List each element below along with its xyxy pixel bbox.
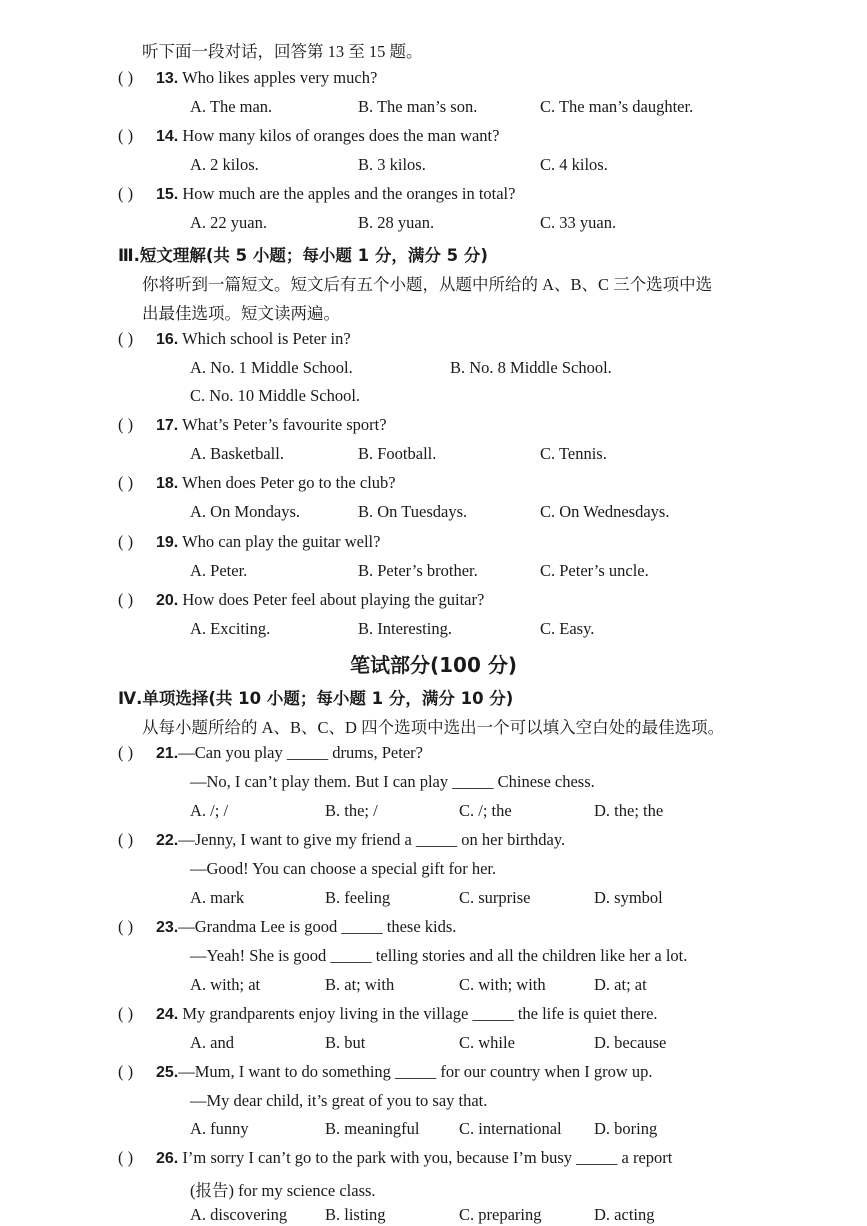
question-text-line2: —Good! You can choose a special gift for her.: [190, 859, 497, 878]
answer-blank[interactable]: ( ): [118, 590, 134, 609]
question-13: [118, 68, 377, 88]
option-a: A. with; at: [190, 975, 261, 994]
option-c: C. The man’s daughter.: [540, 97, 694, 116]
question-22: [118, 830, 565, 850]
option-c: C. while: [459, 1033, 515, 1052]
question-number: 22.: [156, 832, 179, 849]
question-number: 13.: [156, 70, 179, 87]
option-c: C. Tennis.: [540, 444, 607, 463]
option-a: A. Exciting.: [190, 619, 271, 638]
answer-blank[interactable]: ( ): [118, 68, 134, 87]
option-a: A. 22 yuan.: [190, 213, 267, 232]
option-a: A. No. 1 Middle School.: [190, 358, 353, 377]
option-d: D. boring: [594, 1119, 658, 1138]
option-c: C. 4 kilos.: [540, 155, 608, 174]
question-17: [118, 415, 387, 435]
question-number: 14.: [156, 128, 179, 145]
option-c: C. international: [459, 1119, 562, 1138]
question-number: 16.: [156, 331, 179, 348]
option-b: B. Peter’s brother.: [358, 561, 478, 580]
question-19: [118, 532, 380, 552]
question-text: —Jenny, I want to give my friend a _____ on her birthday.: [178, 830, 566, 849]
option-a: A. On Mondays.: [190, 502, 300, 521]
question-number: 19.: [156, 534, 179, 551]
option-b: B. 3 kilos.: [358, 155, 426, 174]
question-text-line2: —No, I can’t play them. But I can play _____ Chinese chess.: [190, 772, 595, 791]
option-b: B. The man’s son.: [358, 97, 478, 116]
option-b: B. No. 8 Middle School.: [450, 358, 612, 377]
question-20: [118, 590, 484, 610]
answer-blank[interactable]: ( ): [118, 830, 134, 849]
question-text: Who likes apples very much?: [182, 68, 378, 87]
question-number: 26.: [156, 1150, 179, 1167]
option-d: D. symbol: [594, 888, 663, 907]
option-a: A. and: [190, 1033, 234, 1052]
option-d: D. at; at: [594, 975, 647, 994]
option-b: B. listing: [325, 1205, 386, 1224]
option-c: C. Easy.: [540, 619, 595, 638]
option-c: C. preparing: [459, 1205, 542, 1224]
option-c: C. 33 yuan.: [540, 213, 617, 232]
option-a: A. discovering: [190, 1205, 288, 1224]
question-text: Who can play the guitar well?: [182, 532, 381, 551]
answer-blank[interactable]: ( ): [118, 1004, 134, 1023]
option-b: B. but: [325, 1033, 366, 1052]
answer-blank[interactable]: ( ): [118, 532, 134, 551]
dialogue-instruction: 听下面一段对话，回答第 13 至 15 题。: [142, 42, 423, 61]
section-3-instruction-cont: 出最佳选项。短文读两遍。: [142, 304, 340, 323]
option-b: B. at; with: [325, 975, 395, 994]
answer-blank[interactable]: ( ): [118, 415, 134, 434]
question-21: [118, 743, 423, 763]
option-c: C. surprise: [459, 888, 531, 907]
option-a: A. Basketball.: [190, 444, 284, 463]
answer-blank[interactable]: ( ): [118, 473, 134, 492]
option-a: A. /; /: [190, 801, 229, 820]
option-a: A. mark: [190, 888, 245, 907]
question-16: [118, 329, 351, 349]
option-b: B. Football.: [358, 444, 437, 463]
question-14: [118, 126, 499, 146]
option-a: A. 2 kilos.: [190, 155, 259, 174]
option-c: C. /; the: [459, 801, 512, 820]
option-c: C. No. 10 Middle School.: [190, 386, 361, 405]
answer-blank[interactable]: ( ): [118, 126, 134, 145]
option-b: B. meaningful: [325, 1119, 420, 1138]
question-text-line2: (报告) for my science class.: [190, 1181, 376, 1200]
question-text: My grandparents enjoy living in the village _____ the life is quiet there.: [182, 1004, 658, 1023]
question-number: 21.: [156, 745, 179, 762]
option-b: B. the; /: [325, 801, 378, 820]
question-number: 18.: [156, 475, 179, 492]
option-b: B. 28 yuan.: [358, 213, 435, 232]
option-d: D. acting: [594, 1205, 655, 1224]
answer-blank[interactable]: ( ): [118, 1062, 134, 1081]
question-number: 24.: [156, 1006, 179, 1023]
option-a: A. funny: [190, 1119, 249, 1138]
question-18: [118, 473, 396, 493]
answer-blank[interactable]: ( ): [118, 743, 134, 762]
question-25: [118, 1062, 653, 1082]
option-a: A. The man.: [190, 97, 273, 116]
question-number: 20.: [156, 592, 179, 609]
answer-blank[interactable]: ( ): [118, 917, 134, 936]
option-c: C. On Wednesdays.: [540, 502, 670, 521]
question-text: —Mum, I want to do something _____ for our country when I grow up.: [178, 1062, 653, 1081]
option-b: B. Interesting.: [358, 619, 452, 638]
section-4-instruction: 从每小题所给的 A、B、C、D 四个选项中选出一个可以填入空白处的最佳选项。: [142, 718, 725, 737]
question-number: 23.: [156, 919, 179, 936]
question-15: [118, 184, 515, 204]
question-text-line2: —Yeah! She is good _____ telling stories and all the children like her a lot.: [190, 946, 688, 965]
question-text: How many kilos of oranges does the man want?: [182, 126, 500, 145]
section-3-instruction: 你将听到一篇短文。短文后有五个小题，从题中所给的 A、B、C 三个选项中选: [142, 275, 713, 294]
question-text: How does Peter feel about playing the guitar?: [182, 590, 485, 609]
answer-blank[interactable]: ( ): [118, 184, 134, 203]
option-a: A. Peter.: [190, 561, 248, 580]
question-number: 15.: [156, 186, 179, 203]
section-4-heading: Ⅳ.单项选择(共 10 小题；每小题 1 分，满分 10 分): [118, 689, 514, 708]
question-23: [118, 917, 456, 937]
question-text: Which school is Peter in?: [182, 329, 351, 348]
question-text-line2: —My dear child, it’s great of you to say that.: [190, 1091, 488, 1110]
question-text: When does Peter go to the club?: [182, 473, 396, 492]
option-b: B. feeling: [325, 888, 391, 907]
option-c: C. with; with: [459, 975, 546, 994]
answer-blank[interactable]: ( ): [118, 1148, 134, 1167]
question-text: —Grandma Lee is good _____ these kids.: [178, 917, 457, 936]
question-24: [118, 1004, 658, 1024]
question-number: 25.: [156, 1064, 179, 1081]
written-part-title: 笔试部分(100 分): [350, 653, 517, 677]
question-text: How much are the apples and the oranges in total?: [182, 184, 516, 203]
question-text: —Can you play _____ drums, Peter?: [178, 743, 423, 762]
question-26: [118, 1148, 672, 1168]
option-d: D. the; the: [594, 801, 664, 820]
answer-blank[interactable]: ( ): [118, 329, 134, 348]
question-number: 17.: [156, 417, 179, 434]
section-3-heading: Ⅲ.短文理解(共 5 小题；每小题 1 分，满分 5 分): [118, 246, 488, 265]
question-text: I’m sorry I can’t go to the park with you, because I’m busy _____ a report: [182, 1148, 673, 1167]
option-b: B. On Tuesdays.: [358, 502, 468, 521]
question-text: What’s Peter’s favourite sport?: [182, 415, 387, 434]
option-c: C. Peter’s uncle.: [540, 561, 649, 580]
option-d: D. because: [594, 1033, 667, 1052]
